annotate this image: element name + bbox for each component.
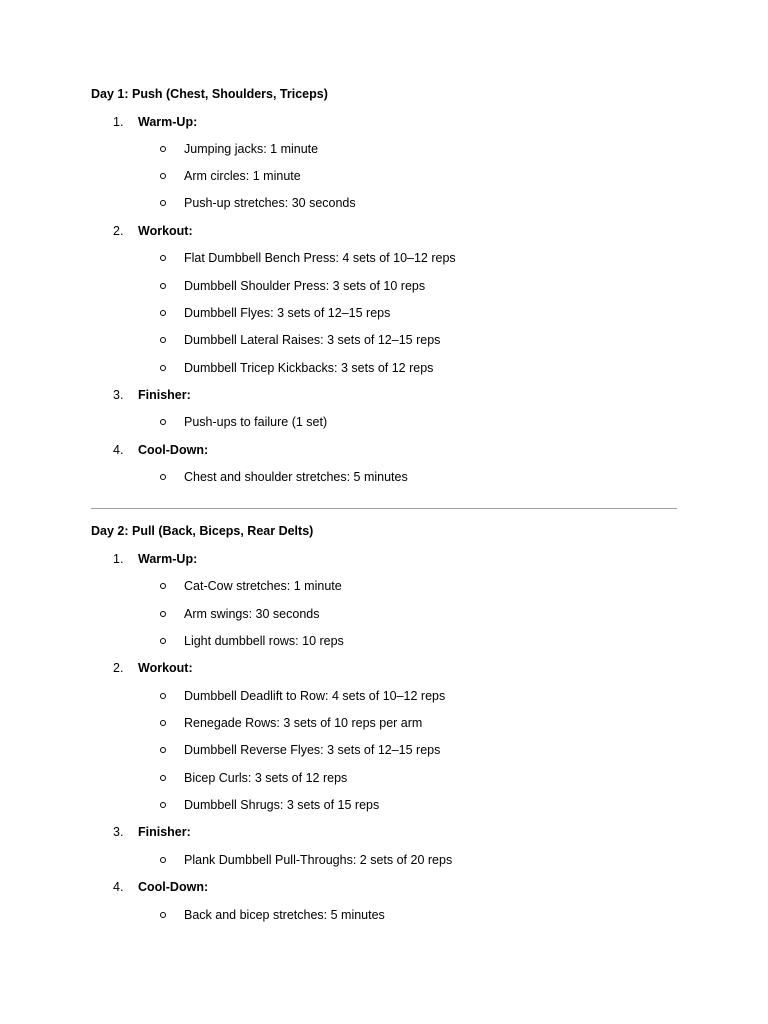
day2-title: Day 2: Pull (Back, Biceps, Rear Delts) <box>91 524 314 538</box>
list-item <box>0 633 768 649</box>
hollow-bullet-icon <box>160 200 166 206</box>
hollow-bullet-icon <box>160 283 166 289</box>
list-item <box>0 770 768 786</box>
section-heading: Workout: <box>138 224 193 238</box>
day1-section-finisher <box>0 387 768 403</box>
list-item-text: Flat Dumbbell Bench Press: 4 sets of 10–12 reps <box>184 251 456 265</box>
hollow-bullet-icon <box>160 337 166 343</box>
list-item-text: Dumbbell Flyes: 3 sets of 12–15 reps <box>184 306 391 320</box>
list-item <box>0 907 768 923</box>
list-number: 3. <box>113 388 124 402</box>
hollow-bullet-icon <box>160 419 166 425</box>
list-item-text: Jumping jacks: 1 minute <box>184 142 319 156</box>
hollow-bullet-icon <box>160 857 166 863</box>
day1-section-workout <box>0 223 768 239</box>
list-item-text: Dumbbell Shoulder Press: 3 sets of 10 reps <box>184 279 426 293</box>
list-number: 3. <box>113 825 124 839</box>
list-number: 2. <box>113 661 124 675</box>
list-item-text: Push-up stretches: 30 seconds <box>184 196 356 210</box>
list-number: 4. <box>113 880 124 894</box>
hollow-bullet-icon <box>160 583 166 589</box>
list-number: 1. <box>113 552 124 566</box>
day2-section-finisher <box>0 824 768 840</box>
list-item <box>0 168 768 184</box>
hollow-bullet-icon <box>160 146 166 152</box>
list-item-text: Arm swings: 30 seconds <box>184 607 320 621</box>
list-item <box>0 278 768 294</box>
hollow-bullet-icon <box>160 775 166 781</box>
hollow-bullet-icon <box>160 611 166 617</box>
hollow-bullet-icon <box>160 310 166 316</box>
list-number: 4. <box>113 443 124 457</box>
list-item <box>0 141 768 157</box>
section-heading: Cool-Down: <box>138 443 209 457</box>
list-item-text: Chest and shoulder stretches: 5 minutes <box>184 470 408 484</box>
list-item-text: Cat-Cow stretches: 1 minute <box>184 579 342 593</box>
list-item <box>0 578 768 594</box>
hollow-bullet-icon <box>160 802 166 808</box>
list-item <box>0 250 768 266</box>
hollow-bullet-icon <box>160 255 166 261</box>
list-item-text: Back and bicep stretches: 5 minutes <box>184 908 385 922</box>
day1-title: Day 1: Push (Chest, Shoulders, Triceps) <box>91 87 328 101</box>
day2-section-workout <box>0 660 768 676</box>
hollow-bullet-icon <box>160 747 166 753</box>
list-item <box>0 414 768 430</box>
list-item-text: Dumbbell Lateral Raises: 3 sets of 12–15 reps <box>184 333 441 347</box>
section-heading: Finisher: <box>138 825 191 839</box>
list-item-text: Dumbbell Deadlift to Row: 4 sets of 10–12 reps <box>184 689 446 703</box>
hollow-bullet-icon <box>160 173 166 179</box>
hollow-bullet-icon <box>160 912 166 918</box>
list-number: 2. <box>113 224 124 238</box>
list-item-text: Push-ups to failure (1 set) <box>184 415 328 429</box>
list-item <box>0 606 768 622</box>
section-heading: Warm-Up: <box>138 115 198 129</box>
list-item <box>0 469 768 485</box>
section-heading: Finisher: <box>138 388 191 402</box>
list-item <box>0 360 768 376</box>
day1-section-warmup <box>0 114 768 130</box>
list-item <box>0 195 768 211</box>
section-heading: Warm-Up: <box>138 552 198 566</box>
list-item <box>0 742 768 758</box>
day1-section-cooldown <box>0 442 768 458</box>
horizontal-divider <box>91 508 677 509</box>
hollow-bullet-icon <box>160 720 166 726</box>
list-number: 1. <box>113 115 124 129</box>
hollow-bullet-icon <box>160 474 166 480</box>
section-heading: Workout: <box>138 661 193 675</box>
list-item <box>0 305 768 321</box>
list-item-text: Dumbbell Shrugs: 3 sets of 15 reps <box>184 798 380 812</box>
list-item-text: Dumbbell Reverse Flyes: 3 sets of 12–15 reps <box>184 743 441 757</box>
list-item <box>0 852 768 868</box>
day2-section-warmup <box>0 551 768 567</box>
list-item <box>0 715 768 731</box>
list-item-text: Bicep Curls: 3 sets of 12 reps <box>184 771 348 785</box>
hollow-bullet-icon <box>160 365 166 371</box>
section-heading: Cool-Down: <box>138 880 209 894</box>
list-item <box>0 688 768 704</box>
hollow-bullet-icon <box>160 638 166 644</box>
day2-section-cooldown <box>0 879 768 895</box>
hollow-bullet-icon <box>160 693 166 699</box>
list-item <box>0 797 768 813</box>
list-item-text: Plank Dumbbell Pull-Throughs: 2 sets of 20 reps <box>184 853 453 867</box>
list-item <box>0 332 768 348</box>
list-item-text: Dumbbell Tricep Kickbacks: 3 sets of 12 reps <box>184 361 434 375</box>
list-item-text: Light dumbbell rows: 10 reps <box>184 634 344 648</box>
list-item-text: Arm circles: 1 minute <box>184 169 301 183</box>
list-item-text: Renegade Rows: 3 sets of 10 reps per arm <box>184 716 423 730</box>
